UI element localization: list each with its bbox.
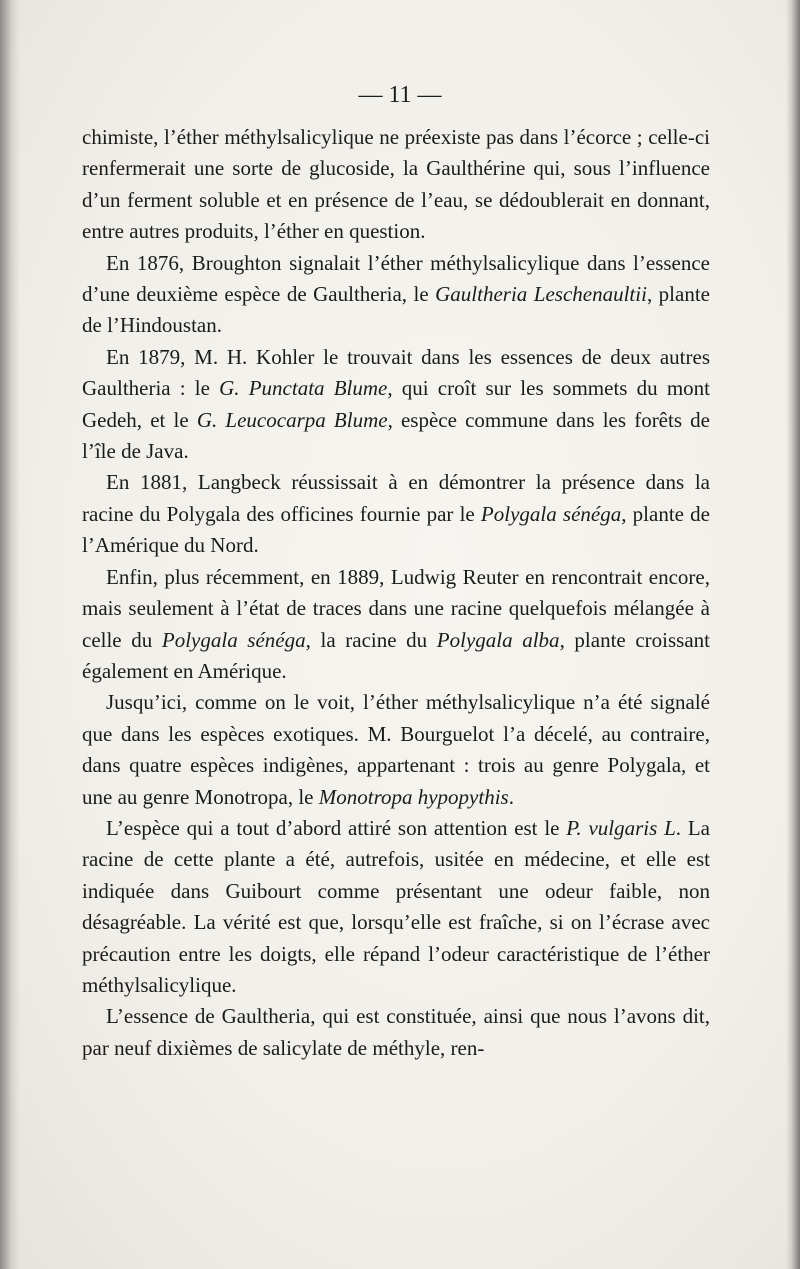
paragraph bbox=[82, 1001, 710, 1064]
paragraph bbox=[82, 342, 710, 468]
text-run: , plante croissant également en Amérique. bbox=[82, 627, 710, 683]
text-run: Enfin, plus récemment, en 1889, Ludwig Reuter en rencontrait encore, mais seulement à l’état de traces dans une racine quelquefois mélangée à celle du bbox=[82, 564, 710, 652]
italic-text-run: P. vulgaris L bbox=[566, 815, 676, 840]
paragraph bbox=[82, 248, 710, 342]
page-right-edge-shadow bbox=[786, 0, 800, 1269]
italic-text-run: Monotropa hypopythis bbox=[318, 784, 509, 809]
italic-text-run: G. Leucocarpa Blume bbox=[196, 407, 388, 432]
text-run: En 1879, M. H. Kohler le trouvait dans les essences de deux autres Gaultheria : le bbox=[82, 344, 710, 401]
italic-text-run: G. Punctata Blume bbox=[219, 376, 388, 401]
paragraph bbox=[82, 813, 710, 1001]
text-run: . La racine de cette plante a été, autrefois, usitée en médecine, et elle est indiquée dans Guibourt comme présentant une odeur faible, non désagréable. La vérité est que, lorsqu’elle est fraîche, si on l’écrase avec précaution entre les doigts, elle répand l’odeur caractéristique de l’éther méthylsalicylique. bbox=[82, 815, 710, 997]
paragraph bbox=[82, 122, 710, 248]
paragraph bbox=[82, 562, 710, 688]
page-left-edge-shadow bbox=[0, 0, 20, 1269]
italic-text-run: Polygala alba bbox=[436, 627, 560, 652]
text-run: , la racine du bbox=[305, 627, 437, 652]
text-run: , espèce commune dans les forêts de l’île de Java. bbox=[82, 407, 710, 464]
text-run: . bbox=[508, 784, 514, 809]
text-run: L’essence de Gaultheria, qui est constituée, ainsi que nous l’avons dit, par neuf dixièmes de salicylate de méthyle, ren- bbox=[82, 1004, 710, 1060]
body-text bbox=[82, 122, 710, 1064]
text-run: L’espèce qui a tout d’abord attiré son attention est le bbox=[106, 815, 567, 840]
text-run: chimiste, l’éther méthylsalicylique ne préexiste pas dans l’écorce ; celle-ci renfermerait une sorte de glucoside, la Gaulthérine qui, sous l’influence d’un ferment soluble et en présence de l’eau, se dédoublerait en donnant, entre autres produits, l’éther en question. bbox=[82, 125, 710, 244]
text-run: , qui croît sur les sommets du mont Gedeh, et le bbox=[82, 376, 710, 432]
paragraph bbox=[82, 467, 710, 561]
italic-text-run: Polygala sénéga bbox=[480, 501, 622, 526]
text-run: , plante de l’Amérique du Nord. bbox=[82, 501, 710, 558]
text-run: En 1876, Broughton signalait l’éther méthylsalicylique dans l’essence d’une deuxième espèce de Gaultheria, le bbox=[82, 250, 710, 307]
text-run: En 1881, Langbeck réussissait à en démontrer la présence dans la racine du Polygala des officines fournie par le bbox=[82, 470, 710, 526]
page-number: — 11 — bbox=[358, 82, 442, 108]
italic-text-run: Polygala sénéga bbox=[161, 627, 306, 652]
text-run: Jusqu’ici, comme on le voit, l’éther méthylsalicylique n’a été signalé que dans les espèces exotiques. M. Bourguelot l’a décelé, au contraire, dans quatre espèces indigènes, appartenant : trois au genre Polygala, et une au genre Monotropa, le bbox=[82, 690, 710, 809]
text-run: , plante de l’Hindoustan. bbox=[82, 282, 710, 338]
italic-text-run: Gaultheria Leschenaultii bbox=[435, 282, 647, 307]
paragraph bbox=[82, 687, 710, 813]
